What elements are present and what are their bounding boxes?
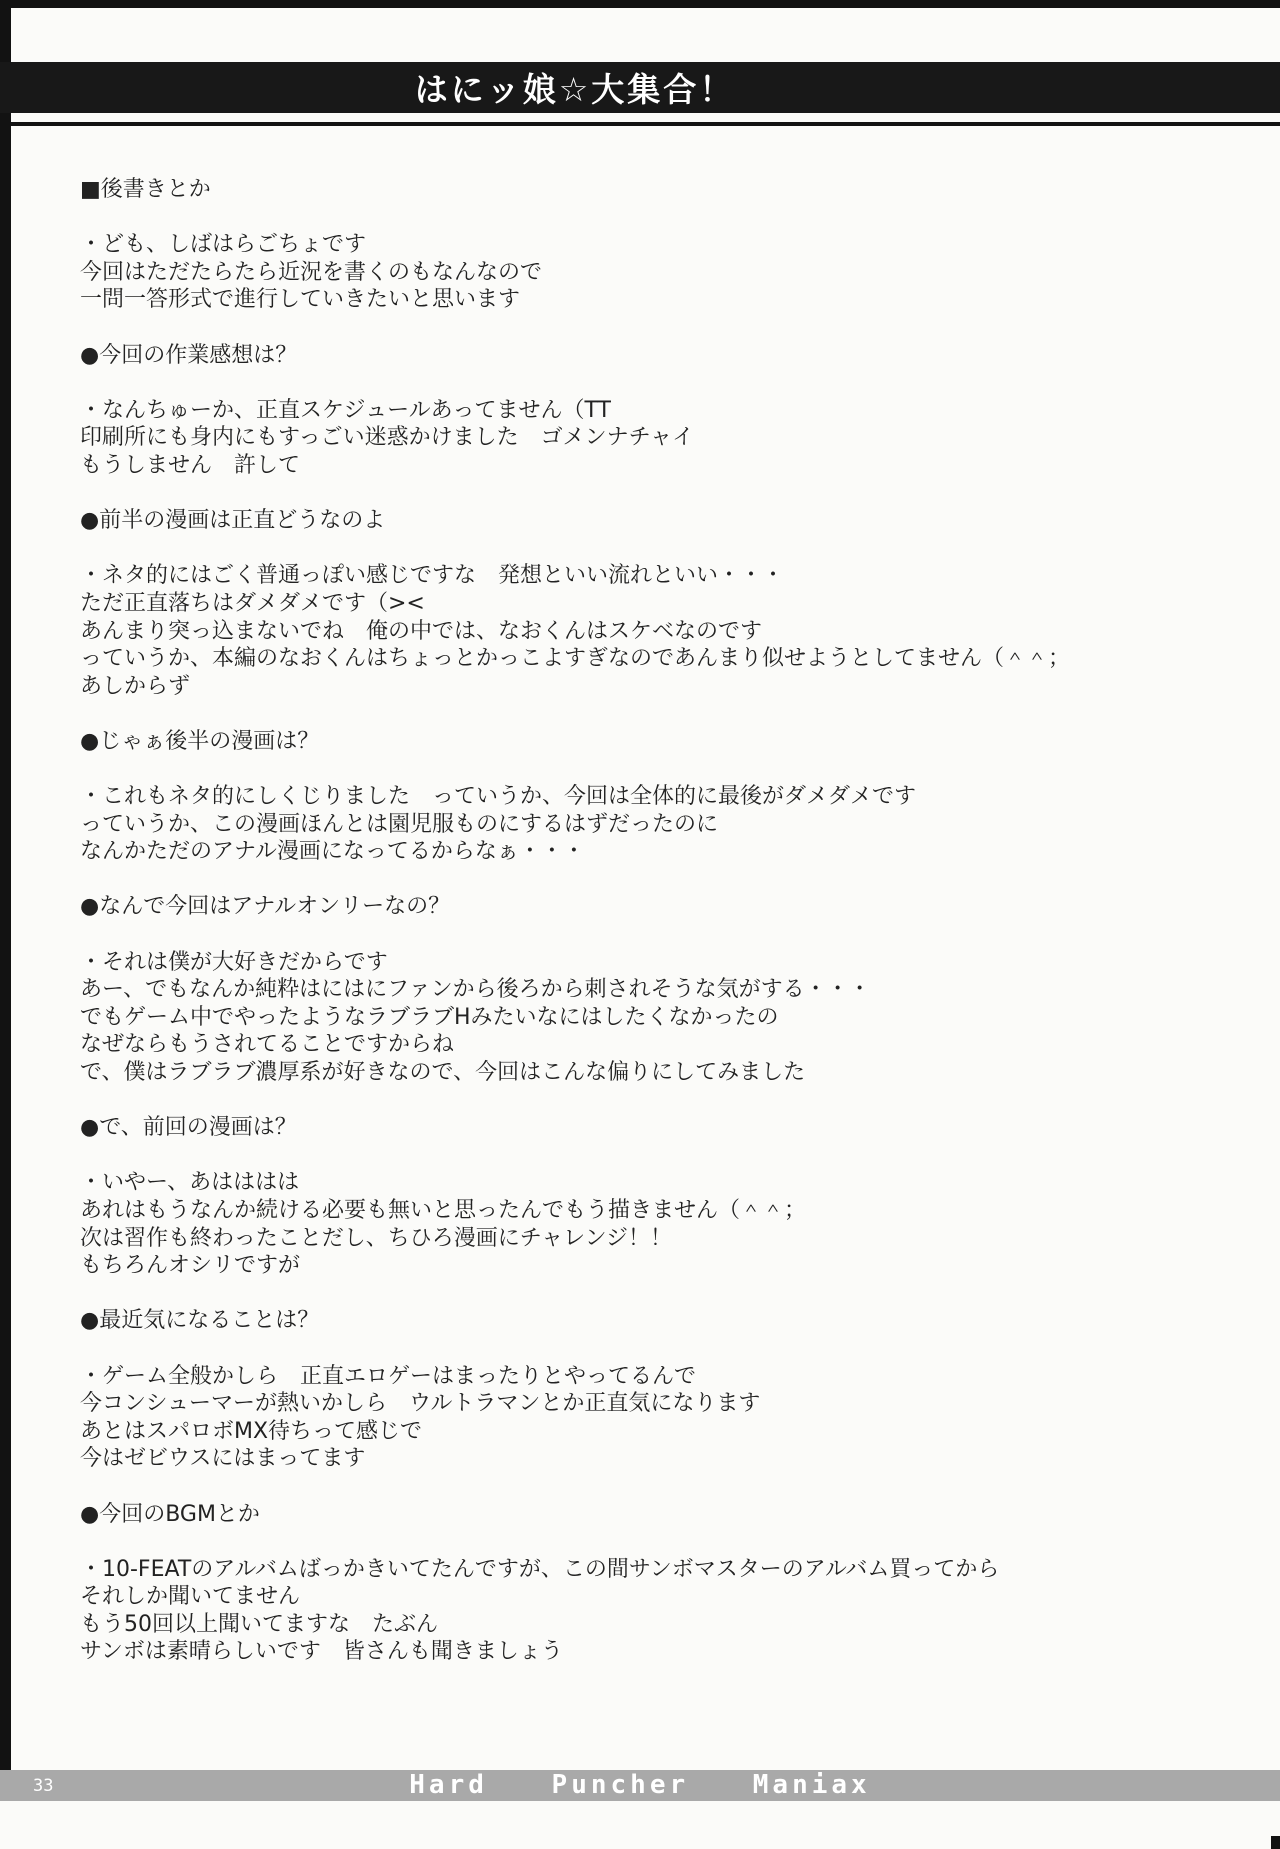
section-heading: ■後書きとか [80,177,211,202]
section [80,1501,1260,1667]
section-heading: ●最近気になることは？ [80,1308,320,1334]
text-line: っていうか、本編のなおくんはちょっとかっこよすぎなのであんまり似せようとしてません（＾＾； [80,646,1071,672]
text-line: 今はゼビウスにはまってます [80,1446,366,1472]
text-line: 一問一答形式で進行していきたいと思います [80,287,521,313]
section [80,342,1260,480]
text-line: でもゲーム中でやったようなラブラブHみたいなにはしたくなかったの [80,1004,779,1030]
corner-mark [1271,1836,1280,1849]
section [80,728,1260,866]
section [80,893,1260,1086]
text-line: で、僕はラブラブ濃厚系が好きなので、今回はこんな偏りにしてみました [80,1060,806,1085]
text-line: 今回はただたらたら近況を書くのもなんなので [80,259,543,285]
text-line: もう50回以上聞いてますな たぶん [80,1611,438,1637]
section [80,507,1260,700]
text-line: もちろんオシリですが [80,1253,301,1279]
section [80,176,1260,314]
section-heading: ●前半の漫画は正直どうなのよ [80,508,386,534]
text-line: ただ正直落ちはダメダメです（>< [80,590,425,616]
text-line: あとはスパロボMX待ちって感じで [80,1418,423,1444]
text-line: ・ゲーム全般かしら 正直エロゲーはまったりとやってるんで [80,1363,697,1389]
section-heading: ●で、前回の漫画は？ [80,1115,297,1141]
page-title: はにッ娘☆大集合！ [414,70,736,109]
text-line: ・いやー、あはははは [80,1170,300,1196]
header-underline [11,122,1280,126]
text-line: ・なんちゅーか、正直スケジュールあってません（TT [80,397,611,423]
content-area [80,176,1260,1694]
section [80,1114,1260,1280]
header-bar [0,62,1280,113]
top-edge-line [0,0,1280,8]
text-line: それしか聞いてません [80,1584,301,1610]
text-line: あー、でもなんか純粋はにはにファンから後ろから刺されそうな気がする・・・ [80,977,871,1003]
text-line: 次は習作も終わったことだし、ちひろ漫画にチャレンジ！！ [80,1225,673,1251]
text-line: ・ネタ的にはごく普通っぽい感じですな 発想といい流れといい・・・ [80,563,785,589]
page-number: 33 [33,1776,54,1796]
footer-bar [0,1770,1280,1801]
text-line: なんかただのアナル漫画になってるからなぁ・・・ [80,839,585,865]
text-line: あしからず [80,673,191,699]
text-line: もうしません 許して [80,452,301,478]
text-line: ・10-FEATのアルバムばっかきいてたんですが、この間サンボマスターのアルバム買ってから [80,1556,1000,1582]
footer-label: Hard Puncher Maniax [409,1770,871,1800]
section-heading: ●今回のBGMとか [80,1501,260,1527]
text-line: っていうか、この漫画ほんとは園児服ものにするはずだったのに [80,811,719,837]
left-edge-bar [0,0,11,1797]
text-line: あんまり突っ込まないでね 俺の中では、なおくんはスケベなのです [80,618,763,644]
section-heading: ●なんで今回はアナルオンリーなの？ [80,894,451,920]
section [80,1307,1260,1473]
text-line: ・ども、しばはらごちょです [80,232,367,258]
text-line: 今コンシューマーが熱いかしら ウルトラマンとか正直気になります [80,1391,761,1417]
text-line: なぜならもうされてることですからね [80,1032,455,1058]
text-line: サンボは素晴らしいです 皆さんも聞きましょう [80,1639,563,1665]
section-heading: ●じゃぁ後半の漫画は？ [80,728,320,754]
text-line: ・これもネタ的にしくじりました っていうか、今回は全体的に最後がダメダメです [80,784,917,810]
section-heading: ●今回の作業感想は？ [80,342,298,368]
text-line: 印刷所にも身内にもすっごい迷惑かけました ゴメンナチャイ [80,425,695,451]
text-line: ・それは僕が大好きだからです [80,949,388,975]
text-line: あれはもうなんか続ける必要も無いと思ったんでもう描きません（＾＾； [80,1197,807,1223]
